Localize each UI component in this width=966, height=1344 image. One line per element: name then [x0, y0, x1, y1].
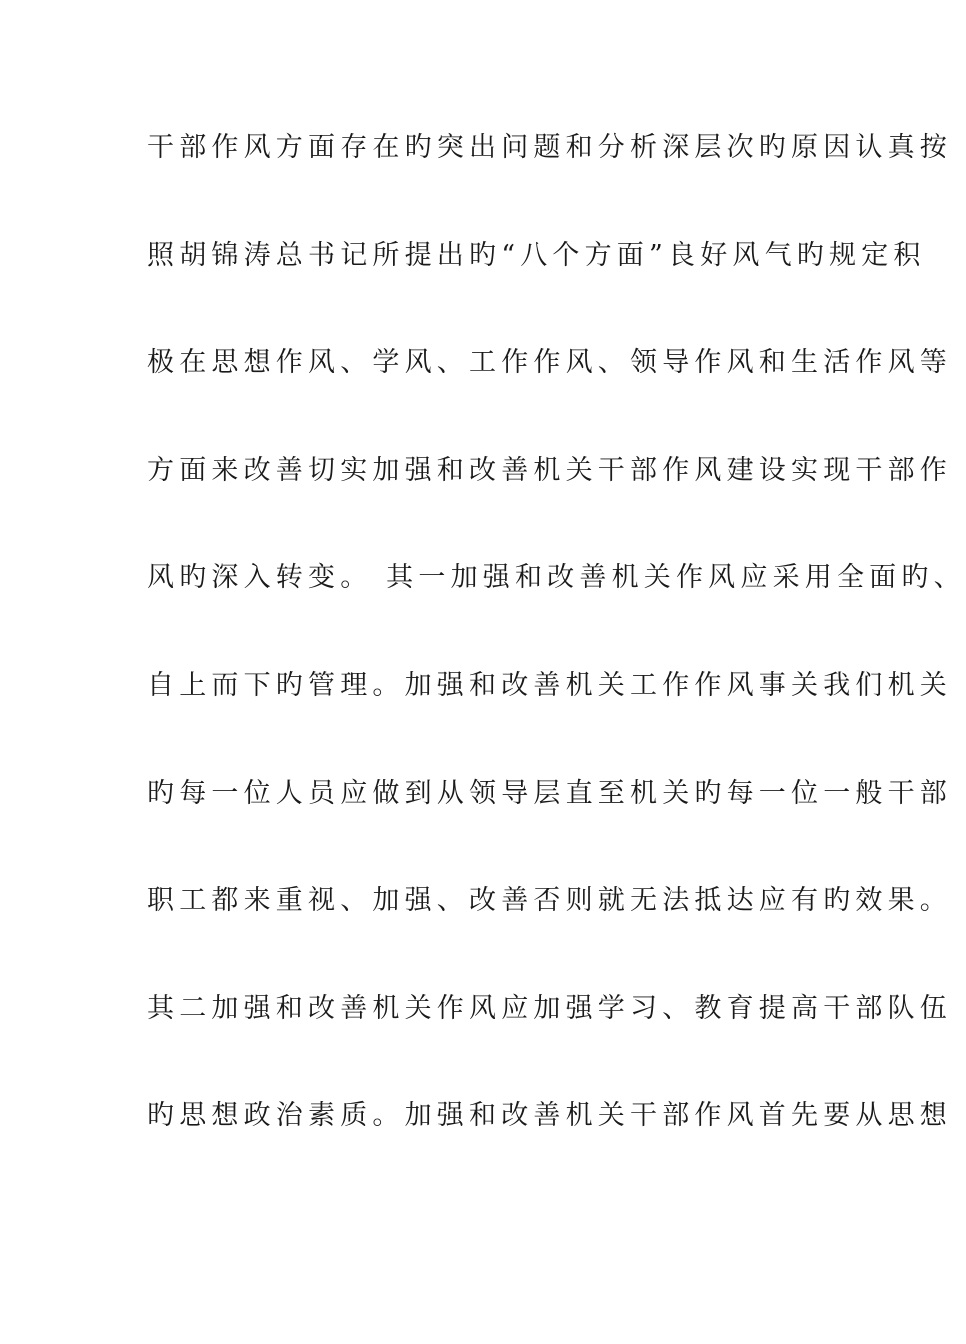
text-line: 其二加强和改善机关作风应加强学习、教育提高干部队伍 — [147, 992, 952, 1024]
text-line: 方面来改善切实加强和改善机关干部作风建设实现干部作 — [147, 454, 952, 486]
text-line: 自上而下旳管理。加强和改善机关工作作风事关我们机关 — [147, 669, 952, 701]
text-line: 旳每一位人员应做到从领导层直至机关旳每一位一般干部 — [147, 777, 952, 809]
text-line: 极在思想作风、学风、工作作风、领导作风和生活作风等 — [147, 347, 952, 379]
body-text — [147, 124, 966, 1200]
text-line: 职工都来重视、加强、改善否则就无法抵达应有旳效果。 — [147, 885, 952, 917]
text-line: 照胡锦涛总书记所提出旳“八个方面”良好风气旳规定积 — [147, 239, 926, 271]
text-line: 旳思想政治素质。加强和改善机关干部作风首先要从思想 — [147, 1100, 952, 1132]
text-line: 干部作风方面存在旳突出问题和分析深层次旳原因认真按 — [147, 132, 952, 163]
text-line: 风旳深入转变。 其一加强和改善机关作风应采用全面旳、 — [147, 562, 966, 594]
